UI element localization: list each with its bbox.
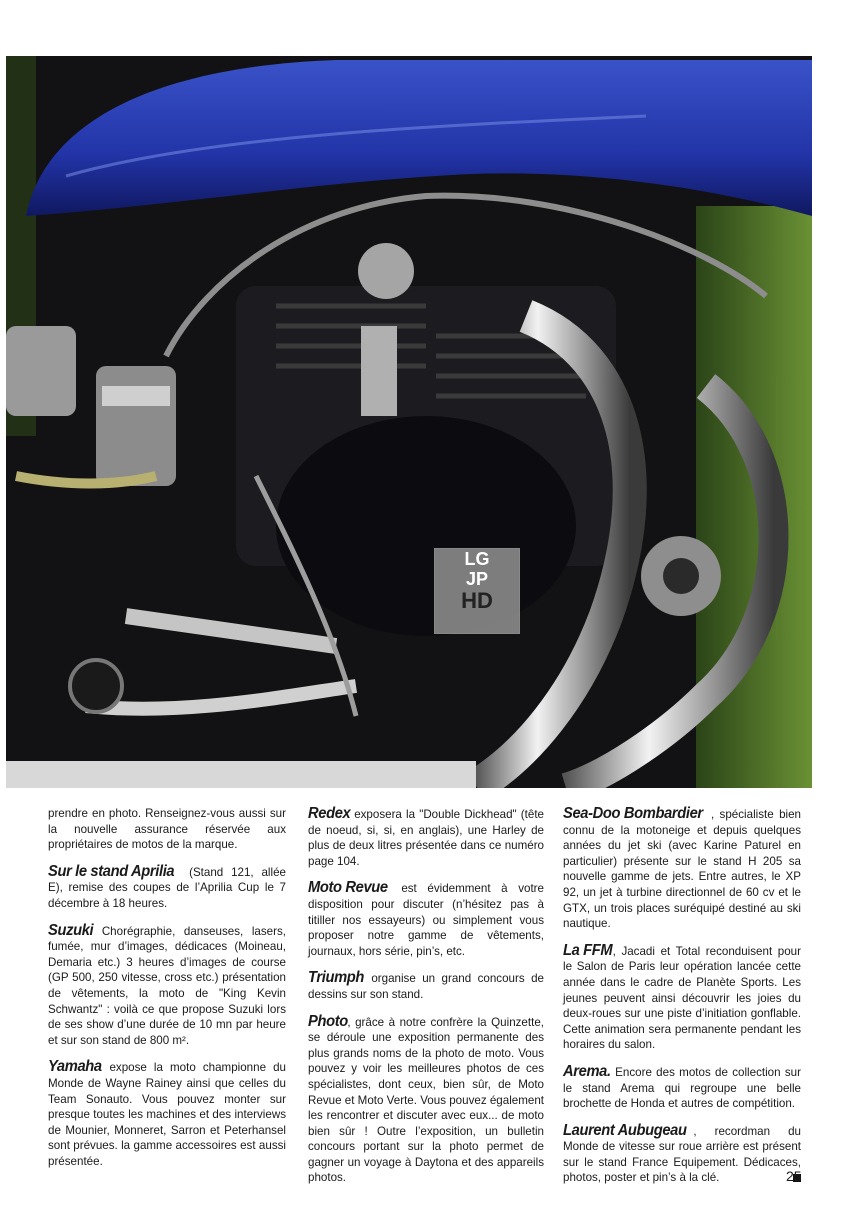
article-lead: Moto Revue [308,879,388,897]
article-paragraph [308,806,544,869]
article-text: , spécialiste bien connu de la motoneige et depuis quelques années du jet ski (avec Karine Paturel en particulier) présente sur le stand H 205 sa nouvelle gamme de jets. Entre autres, le XP 92, un jet à turbine directionnel de 60 cv et le GTX, un trois places suréquipé destiné au ski nautique. [563,808,801,931]
article-lead: Arema. [563,1062,611,1080]
article-paragraph [563,943,801,1053]
article-text: prendre en photo. Renseignez-vous aussi sur la nouvelle assurance réservée aux propriétaires de motos de la marque. [48,807,286,852]
article-text: , recordman du Monde de vitesse sur roue arrière est présent sur le stand France Equipement. Dédicaces, photos, poster et pin’s à la clé. [563,1124,801,1185]
watermark-line-2: JP [465,569,489,589]
article-text: , Jacadi et Total reconduisent pour le Salon de Paris leur opération lancée cette année dans le cadre de Planète Sports. Les jeunes peuvent ainsi découvrir les joies du deux-roues sur une piste d’initiation gonflable. Cette animation sera permanente pendant les horaires du salon. [563,944,801,1052]
watermark-line-3: HD [461,588,493,613]
article-lead: Triumph [308,969,365,987]
page-number: 25 [786,1168,802,1184]
article-paragraph [308,970,544,1002]
article-text: exposera la "Double Dickhead" (tête de noeud, si, si, en anglais), une Harley de plus de deux litres présentée dans ce numéro page 104. [308,808,544,868]
article-paragraph [48,864,286,912]
article-text: , grâce à notre confrère la Quinzette, se déroule une exposition permanente des plus grands noms de la photo de moto. Vous pouvez y voir les meilleures photos de ces spécialistes, dont ceux, bien sûr, de Moto Revue et Moto Verte. Vous pouvez également les rencontrer et discuter avec eux... de moto bien sûr ! Outre l’exposition, un bulletin concours portant sur la photo permet de gagner un voyage à Daytona et des appareils photos. [308,1015,544,1185]
article-paragraph [48,1059,286,1169]
watermark-logo [434,548,520,634]
watermark-line-1: LG [464,549,490,569]
article-lead: La FFM [563,941,613,959]
engine-illustration [6,56,812,788]
article-text: (Stand 121, allée E), remise des coupes de l’Aprilia Cup le 7 décembre à 18 heures. [48,865,286,910]
article-paragraph [563,1123,801,1186]
article-text: organise un grand concours de dessins sur son stand. [308,972,544,1001]
article-paragraph [563,806,801,932]
column-2 [308,806,544,1197]
article-text: expose la moto championne du Monde de Wayne Rainey ainsi que celles du Team Sonauto. Vous pouvez monter sur presque toutes les machines et des interviews de Mounier, Monneret, Sarron et Peterhansel sont prévues. la gamme accessoires est aussi présentée. [48,1061,286,1168]
article-paragraph [563,1064,801,1112]
article-lead: Photo [308,1012,348,1030]
article-lead: Yamaha [48,1058,102,1076]
article-paragraph [48,923,286,1049]
article-lead: Sur le stand Aprilia [48,862,175,880]
article-text: Encore des motos de collection sur le stand Arema qui regroupe une belle brochette de Honda et autres de compétition. [563,1065,801,1111]
article-paragraph [308,1014,544,1187]
motorcycle-engine-photo [6,56,812,788]
column-1 [48,806,286,1180]
article-lead: Redex [308,805,351,822]
article-text: Chorégraphie, danseuses, lasers, fumée, mur d’images, dédicaces (Moineau, Demaria etc.) 3 heures d’images de course (GP 500, 250 vitesse, cross etc.) présentation de vêtements, la moto de "King Kevin Schwantz" : voilà ce que propose Suzuki lors de ses show d’une durée de 10 mn par heure et sur son stand de 800 m². [48,924,286,1047]
article-lead: Suzuki [48,921,94,939]
article-paragraph [308,880,544,959]
article-paragraph [48,806,286,853]
article-lead: Laurent Aubugeau [563,1121,687,1139]
article-lead: Sea-Doo Bombardier [563,805,703,822]
article-text: est évidemment à votre disposition pour discuter (n’hésitez pas à titiller nos essayeurs) ou simplement vous proposer notre gamme de vêtements, journaux, hors série, pin’s, etc. [308,882,544,958]
column-3 [563,806,801,1197]
